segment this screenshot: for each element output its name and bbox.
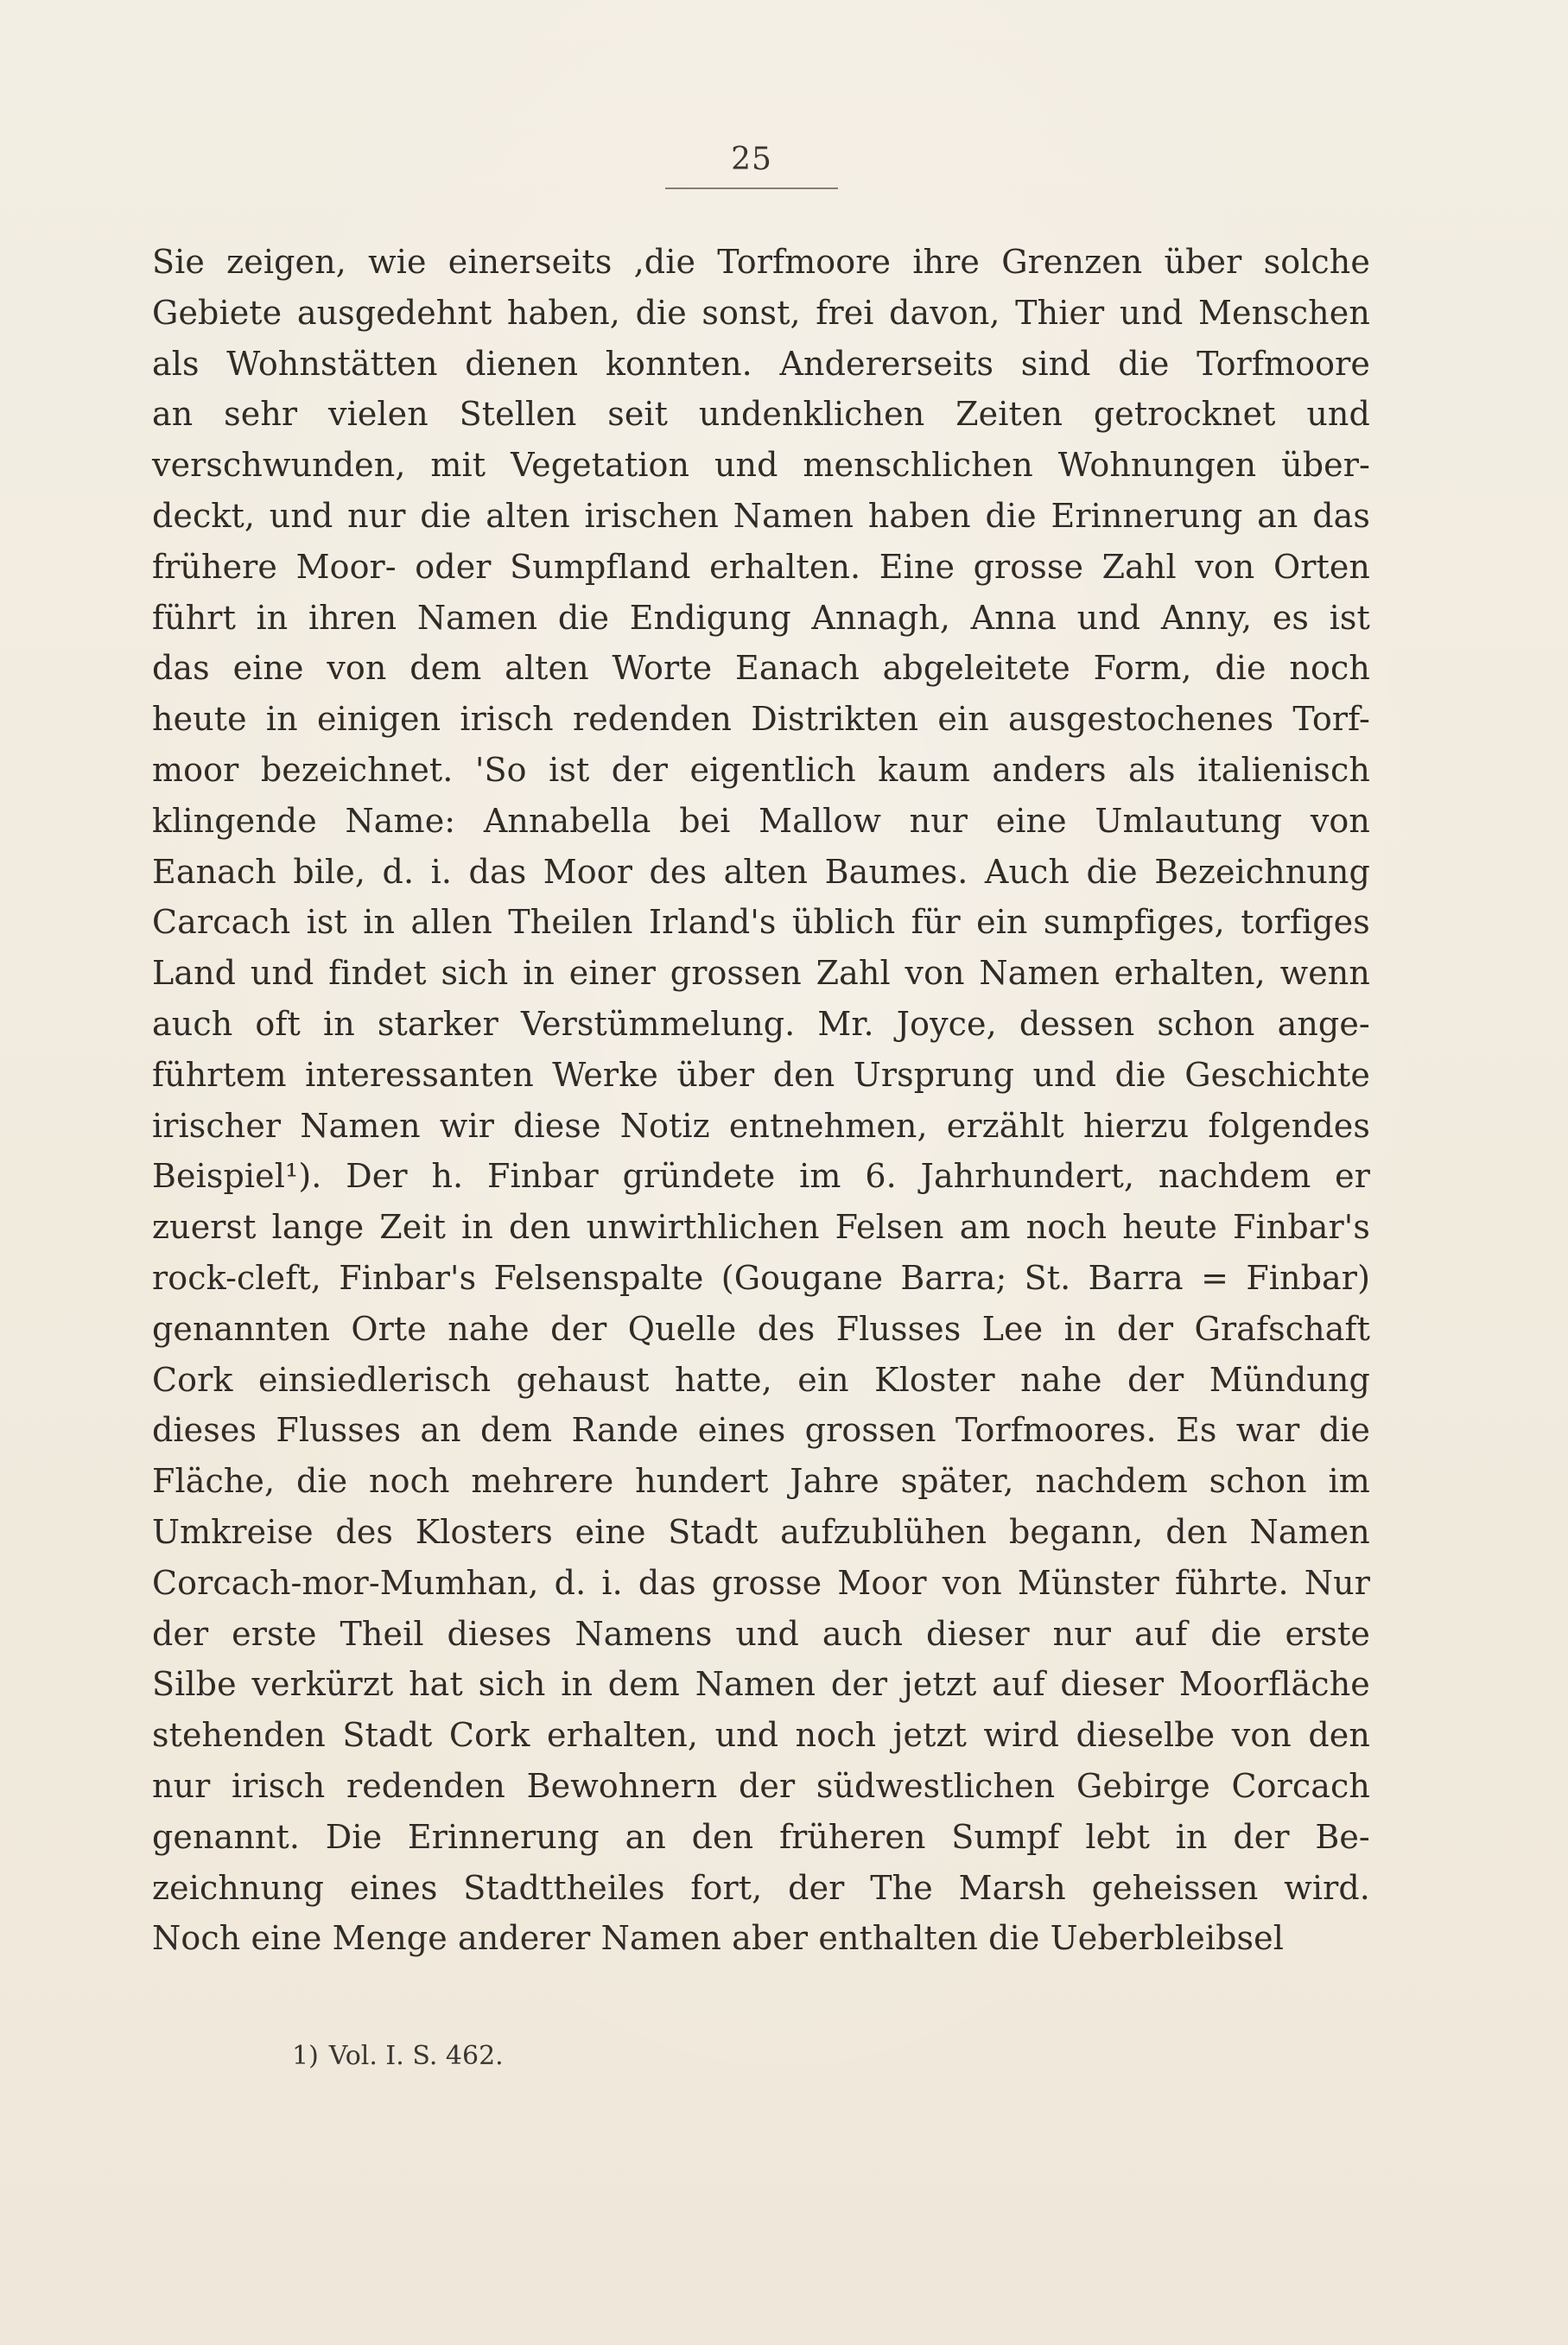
text-line: Cork einsiedlerisch gehaust hatte, ein Kloster nahe der Mündung	[152, 1360, 1370, 1399]
text-line: rock-cleft, Finbar's Felsenspalte (Gougane Barra; St. Barra = Finbar)	[152, 1258, 1370, 1297]
text-line: Corcach-mor-Mumhan, d. i. das grosse Moor von Münster führte. Nur	[152, 1563, 1370, 1602]
text-line: Silbe verkürzt hat sich in dem Namen der jetzt auf dieser Moorfläche	[152, 1665, 1370, 1704]
text-line: Carcach ist in allen Theilen Irland's üblich für ein sumpfiges, torfiges	[152, 903, 1370, 942]
body-text	[152, 237, 1370, 1964]
page-number: 25	[731, 142, 772, 177]
text-line: Beispiel¹). Der h. Finbar gründete im 6. Jahrhundert, nachdem er	[152, 1157, 1370, 1196]
footnote-marker: 1)	[292, 2041, 319, 2071]
text-line: dieses Flusses an dem Rande eines grossen Torfmoores. Es war die	[152, 1411, 1370, 1450]
text-line: Fläche, die noch mehrere hundert Jahre später, nachdem schon im	[152, 1462, 1370, 1501]
text-line: als Wohnstätten dienen konnten. Andererseits sind die Torfmoore	[152, 344, 1370, 383]
footnote	[292, 2041, 504, 2072]
text-line: an sehr vielen Stellen seit undenklichen Zeiten getrocknet und	[152, 395, 1370, 434]
text-line: Eanach bile, d. i. das Moor des alten Baumes. Auch die Bezeichnung	[152, 852, 1370, 891]
text-line: deckt, und nur die alten irischen Namen haben die Erinnerung an das	[152, 496, 1370, 535]
footnote-text: Vol. I. S. 462.	[328, 2041, 504, 2071]
text-line: Land und findet sich in einer grossen Zahl von Namen erhalten, wenn	[152, 954, 1370, 993]
text-line: genannten Orte nahe der Quelle des Flusses Lee in der Grafschaft	[152, 1309, 1370, 1348]
text-line: der erste Theil dieses Namens und auch dieser nur auf die erste	[152, 1614, 1370, 1653]
text-line: Umkreise des Klosters eine Stadt aufzublühen begann, den Namen	[152, 1512, 1370, 1551]
text-line: führt in ihren Namen die Endigung Annagh, Anna und Anny, es ist	[152, 598, 1370, 637]
text-line: führtem interessanten Werke über den Ursprung und die Geschichte	[152, 1055, 1370, 1094]
text-line: verschwunden, mit Vegetation und menschlichen Wohnungen über-	[152, 446, 1370, 485]
text-line: zuerst lange Zeit in den unwirthlichen Felsen am noch heute Finbar's	[152, 1208, 1370, 1247]
text-line: auch oft in starker Verstümmelung. Mr. Joyce, dessen schon ange-	[152, 1004, 1370, 1043]
text-line: Noch eine Menge anderer Namen aber enthalten die Ueberbleibsel	[152, 1919, 1284, 1958]
text-line: heute in einigen irisch redenden Distrikten ein ausgestochenes Torf-	[152, 700, 1370, 739]
text-line: zeichnung eines Stadttheiles fort, der The Marsh geheissen wird.	[152, 1868, 1370, 1907]
page-number-rule	[665, 187, 838, 189]
text-line: moor bezeichnet. 'So ist der eigentlich kaum anders als italienisch	[152, 750, 1370, 789]
text-line: irischer Namen wir diese Notiz entnehmen, erzählt hierzu folgendes	[152, 1106, 1370, 1145]
text-line: Sie zeigen, wie einerseits ,die Torfmoore ihre Grenzen über solche	[152, 243, 1370, 281]
text-line: Gebiete ausgedehnt haben, die sonst, frei davon, Thier und Menschen	[152, 293, 1370, 332]
text-line: nur irisch redenden Bewohnern der südwestlichen Gebirge Corcach	[152, 1766, 1370, 1805]
text-line: stehenden Stadt Cork erhalten, und noch jetzt wird dieselbe von den	[152, 1716, 1370, 1755]
text-line: das eine von dem alten Worte Eanach abgeleitete Form, die noch	[152, 649, 1370, 688]
text-line: klingende Name: Annabella bei Mallow nur eine Umlautung von	[152, 801, 1370, 840]
text-line: frühere Moor- oder Sumpfland erhalten. Eine grosse Zahl von Orten	[152, 547, 1370, 586]
text-line: genannt. Die Erinnerung an den früheren Sumpf lebt in der Be-	[152, 1817, 1370, 1856]
